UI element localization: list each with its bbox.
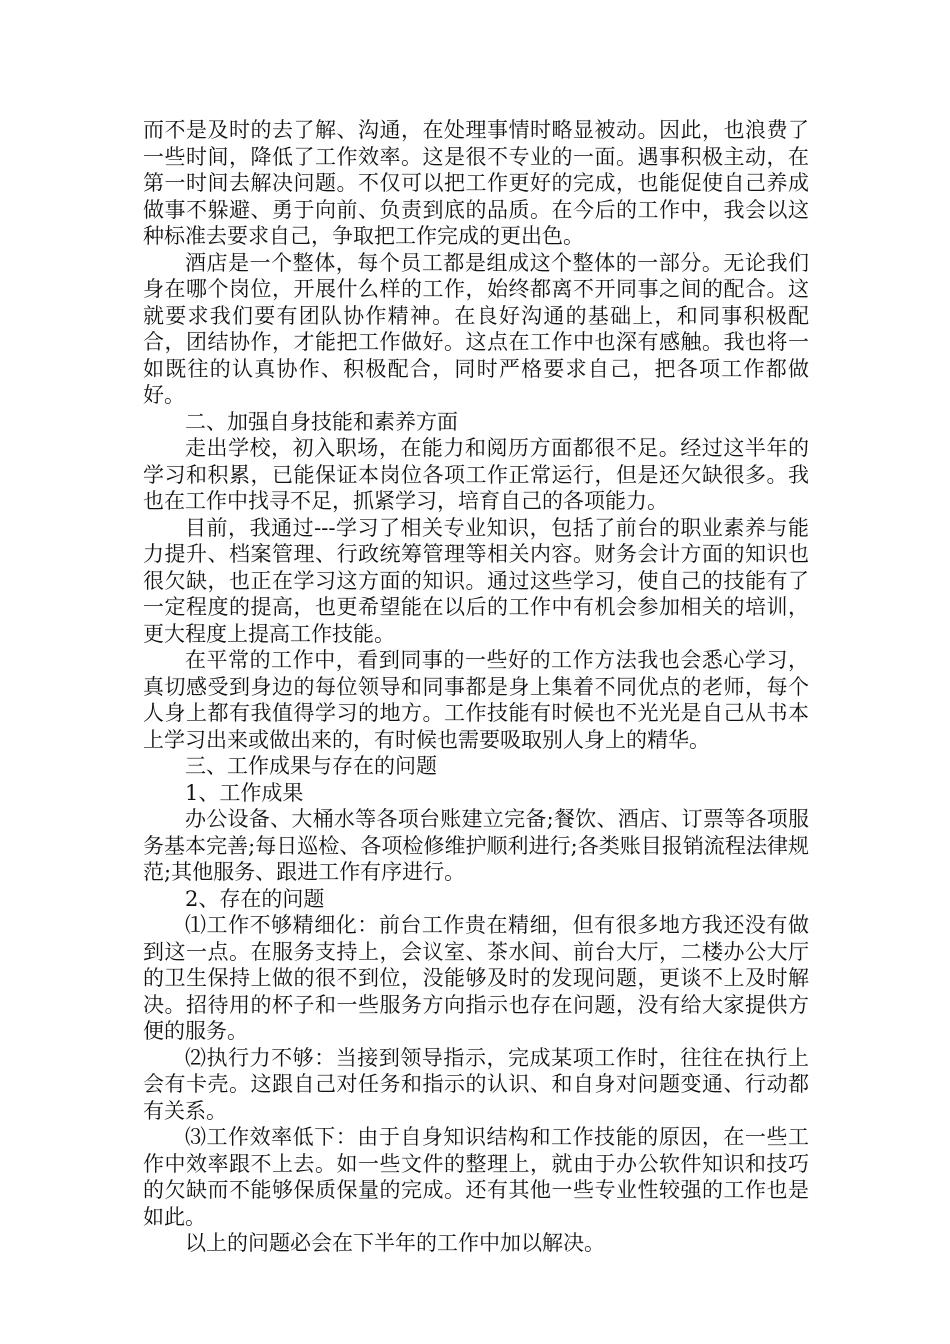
- section-heading-skills: 二、加强自身技能和素养方面: [185, 409, 458, 434]
- paragraph-conclusion: 以上的问题必会在下半年的工作中加以解决。: [185, 1231, 605, 1255]
- section-heading-results-problems: 三、工作成果与存在的问题: [185, 754, 437, 778]
- paragraph-entering-workplace: 走出学校，初入职场，在能力和阅历方面都很不足。经过这半年的学习和积累，已能保证本岗位各项工作正常运行，但是还欠缺很多。我也在工作中找寻不足，抓紧学习，培育自己的各项能力。: [143, 436, 809, 513]
- paragraph-problem-1: ⑴工作不够精细化：前台工作贵在精细，但有很多地方我还没有做到这一点。在服务支持上，会议室、茶水间、前台大厅，二楼办公大厅的卫生保持上做的很不到位，没能够及时的发现问题，更谈不上及时解决。招待用的杯子和一些服务方向指示也存在问题，没有给大家提供方便的服务。: [143, 913, 809, 1043]
- subheading-results: 1、工作成果: [185, 780, 304, 805]
- paragraph-current-learning: 目前，我通过---学习了相关专业知识，包括了前台的职业素养与能力提升、档案管理、行政统筹管理等相关内容。财务会计方面的知识也很欠缺，也正在学习这方面的知识。通过这些学习，使自己的技能有了一定程度的提高，也更希望能在以后的工作中有机会参加相关的培训，更大程度上提高工作技能。: [143, 515, 809, 646]
- paragraph-problem-2: ⑵执行力不够：当接到领导指示，完成某项工作时，往往在执行上会有卡壳。这跟自己对任务和指示的认识、和自身对问题变通、行动都有关系。: [143, 1045, 809, 1123]
- paragraph-problem-3: ⑶工作效率低下：由于自身知识结构和工作技能的原因，在一些工作中效率跟不上去。如一些文件的整理上，就由于办公软件知识和技巧的欠缺而不能够保质保量的完成。还有其他一些专业性较强的工作也是如此。: [143, 1125, 809, 1229]
- document-body: [143, 117, 809, 1257]
- paragraph-continuation: 而不是及时的去了解、沟通，在处理事情时略显被动。因此，也浪费了一些时间，降低了工作效率。这是很不专业的一面。遇事积极主动，在第一时间去解决问题。不仅可以把工作更好的完成，也能促使自己养成做事不躲避、勇于向前、负责到底的品质。在今后的工作中，我会以这种标准去要求自己，争取把工作完成的更出色。: [143, 118, 809, 248]
- subheading-problems: 2、存在的问题: [185, 886, 325, 911]
- paragraph-learning-from-colleagues: 在平常的工作中，看到同事的一些好的工作方法我也会悉心学习，真切感受到身边的每位领导和同事都是身上集着不同优点的老师，每个人身上都有我值得学习的地方。工作技能有时候也不光光是自己从书本上学习出来或做出来的，有时候也需要吸取别人身上的精华。: [143, 648, 809, 752]
- paragraph-teamwork: 酒店是一个整体，每个员工都是组成这个整体的一部分。无论我们身在哪个岗位，开展什么样的工作，始终都离不开同事之间的配合。这就要求我们要有团队协作精神。在良好沟通的基础上，和同事积极配合，团结协作，才能把工作做好。这点在工作中也深有感触。我也将一如既往的认真协作、积极配合，同时严格要求自己，把各项工作都做好。: [143, 250, 809, 407]
- paragraph-results: 办公设备、大桶水等各项台账建立完备;餐饮、酒店、订票等各项服务基本完善;每日巡检、各项检修维护顺利进行;各类账目报销流程法律规范;其他服务、跟进工作有序进行。: [143, 807, 809, 884]
